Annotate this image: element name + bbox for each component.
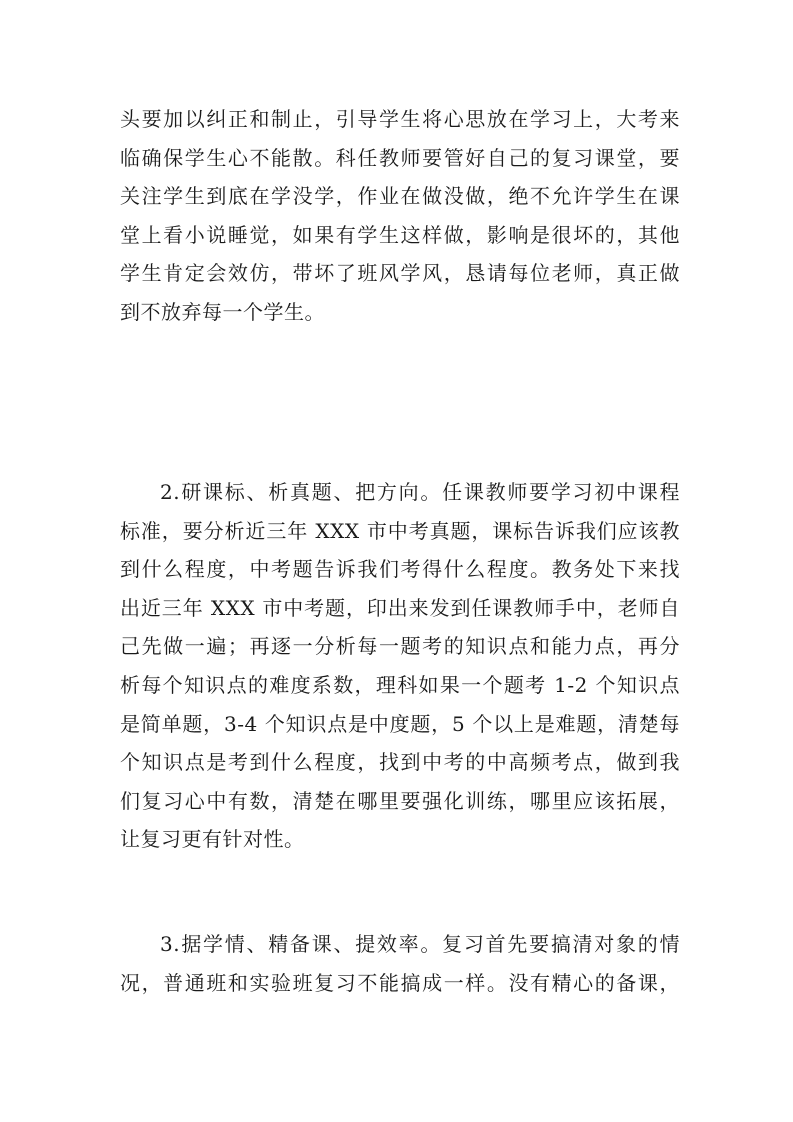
- text-line: 到什么程度，中考题告诉我们考得什么程度。教务处下来找: [120, 557, 680, 582]
- text-line: 堂上看小说睡觉，如果有学生这样做，影响是很坏的，其他: [120, 222, 680, 247]
- text-line: 出近三年 XXX 市中考题，印出来发到任课教师手中，老师自: [120, 595, 680, 620]
- paragraph-3: [120, 925, 680, 1002]
- text-line: 让复习更有针对性。: [120, 827, 305, 852]
- text-line: 个知识点是考到什么程度，找到中考的中高频考点，做到我: [120, 750, 680, 775]
- text-line: 己先做一遍；再逐一分析每一题考的知识点和能力点，再分: [120, 634, 680, 659]
- text-line: 到不放弃每一个学生。: [120, 299, 325, 324]
- text-line: 头要加以纠正和制止，引导学生将心思放在学习上，大考来: [120, 107, 680, 131]
- text-line: 况，普通班和实验班复习不能搞成一样。没有精心的备课，: [120, 970, 680, 995]
- text-line: 们复习心中有数，清楚在哪里要强化训练，哪里应该拓展，: [120, 788, 680, 813]
- text-line: 析每个知识点的难度系数，理科如果一个题考 1-2 个知识点: [120, 672, 680, 697]
- text-line: 关注学生到底在学没学，作业在做没做，绝不允许学生在课: [120, 184, 680, 209]
- text-line: 临确保学生心不能散。科任教师要管好自己的复习课堂，要: [120, 145, 680, 170]
- text-line: 标准，要分析近三年 XXX 市中考真题，课标告诉我们应该教: [120, 518, 680, 543]
- text-line: 3.据学情、精备课、提效率。复习首先要搞清对象的情: [160, 932, 680, 956]
- text-line: 2.研课标、析真题、把方向。任课教师要学习初中课程: [160, 480, 680, 504]
- text-line: 是简单题，3-4 个知识点是中度题，5 个以上是难题，清楚每: [120, 711, 680, 736]
- paragraph-1: [120, 100, 680, 332]
- paragraph-2: [120, 473, 680, 859]
- text-line: 学生肯定会效仿，带坏了班风学风，恳请每位老师，真正做: [120, 261, 680, 286]
